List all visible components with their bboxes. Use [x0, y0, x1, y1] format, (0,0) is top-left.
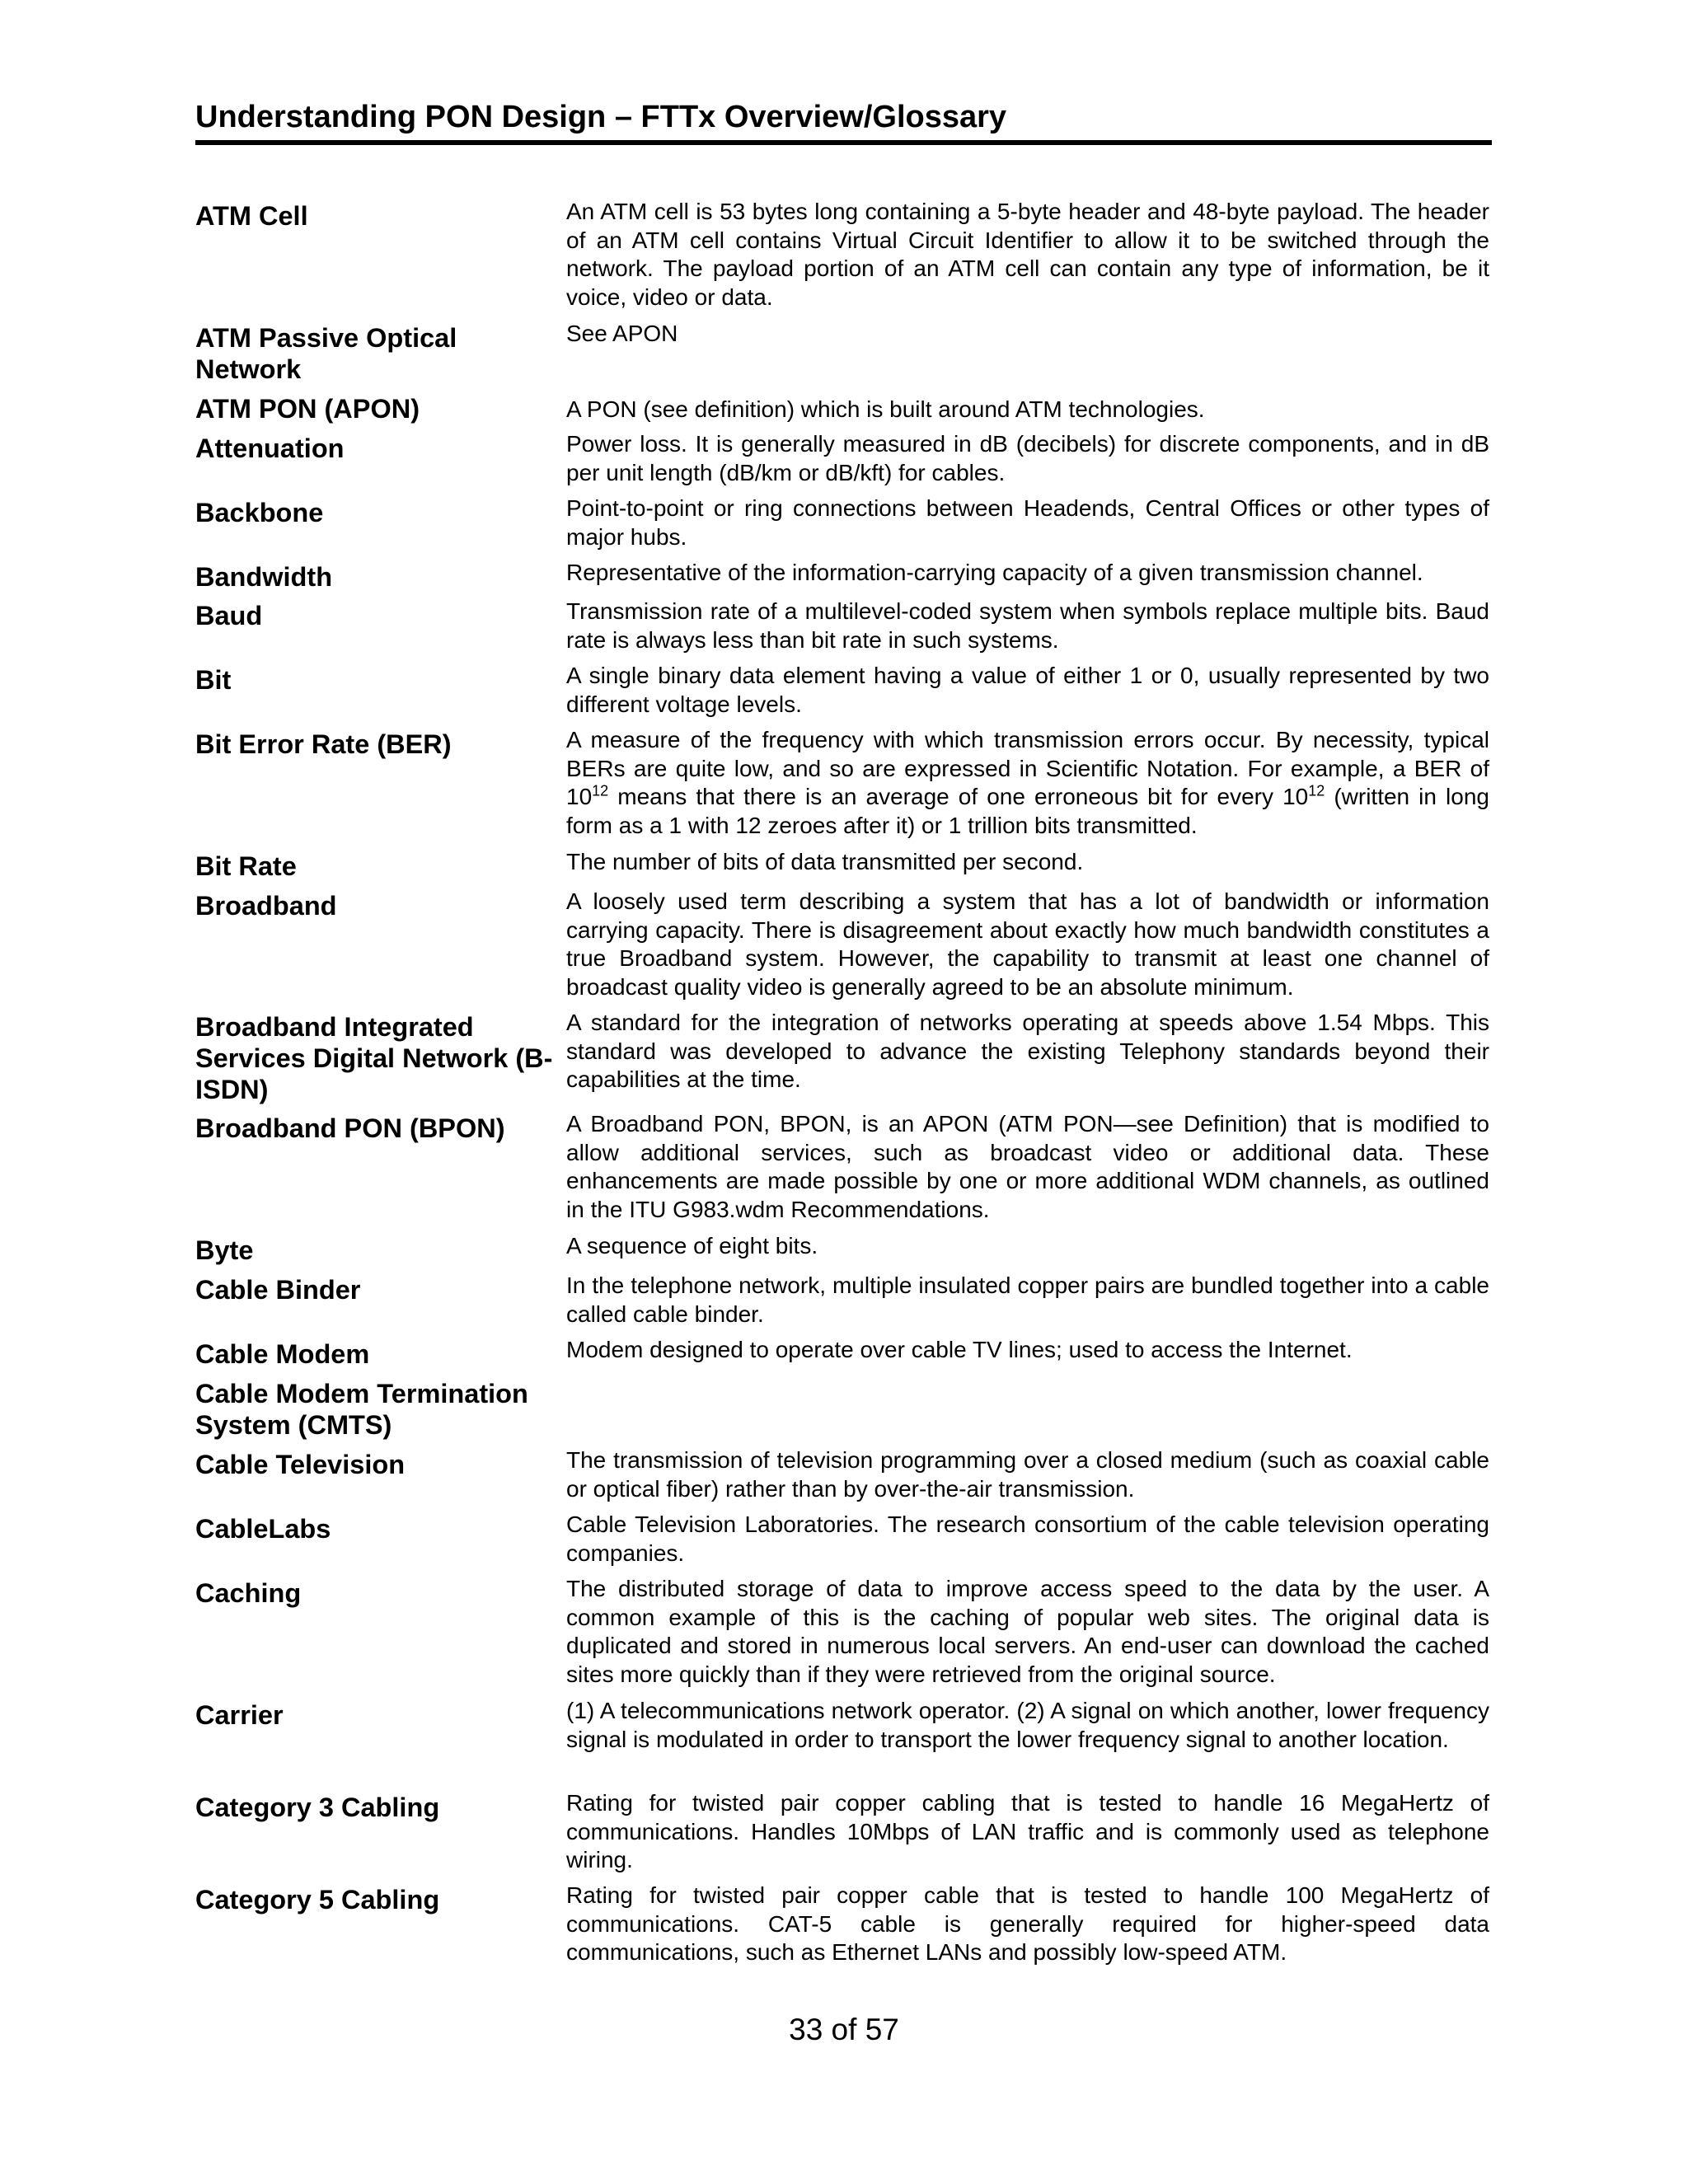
glossary-definition: (1) A telecommunications network operator. (2) A signal on which another, lower frequency signal is modulated in order to transport the lower frequency signal to another location.: [566, 1698, 1489, 1752]
glossary-definition: A single binary data element having a value of either 1 or 0, usually represented by two different voltage levels.: [566, 663, 1489, 717]
glossary-entry: [195, 726, 1489, 848]
glossary-definition: Modem designed to operate over cable TV lines; used to access the Internet.: [566, 1337, 1353, 1362]
glossary-definition: Point-to-point or ring connections between Headends, Central Offices or other types of major hubs.: [566, 495, 1489, 550]
glossary-term: Baud: [195, 601, 263, 630]
glossary-entry: [195, 1446, 1489, 1511]
glossary-term: Caching: [195, 1578, 302, 1608]
glossary-entry: [195, 888, 1489, 1009]
glossary-definition: A sequence of eight bits.: [566, 1233, 818, 1258]
exponent: 12: [592, 782, 609, 799]
glossary-term: CableLabs: [195, 1514, 331, 1544]
glossary-entry: [195, 848, 1489, 888]
glossary-entry: [195, 198, 1489, 320]
glossary-entry: [195, 1009, 1489, 1110]
glossary-term: Bit Rate: [195, 851, 297, 881]
glossary-entry: [195, 391, 1489, 430]
glossary-entry: [195, 1272, 1489, 1336]
glossary-definition: Representative of the information-carrying capacity of a given transmission channel.: [566, 560, 1423, 585]
glossary-term: Category 5 Cabling: [195, 1885, 440, 1915]
glossary-entry: [195, 1336, 1489, 1376]
glossary-term: Cable Television: [195, 1450, 406, 1479]
page-number: 33 of 57: [789, 2013, 899, 2046]
glossary-definition: A Broadband PON, BPON, is an APON (ATM PON—see Definition) that is modified to allow additional services, such as broadcast video or additional data. These enhancements are made possible by one or more additional WDM channels, as outlined in the ITU G983.wdm Recommendations.: [566, 1111, 1489, 1222]
glossary-term: ATM Passive Optical Network: [195, 323, 457, 384]
glossary-entry: [195, 1789, 1489, 1882]
glossary-definition: A loosely used term describing a system that has a lot of bandwidth or information carrying capacity. There is disagreement about exactly how much bandwidth constitutes a true Broadband system. However, the capability to transmit at least one channel of broadcast quality video is generally agreed to be an absolute minimum.: [566, 888, 1489, 1000]
glossary-definition: The transmission of television programming over a closed medium (such as coaxial cable or optical fiber) rather than by over-the-air transmission.: [566, 1447, 1489, 1502]
page-header: [195, 97, 1492, 145]
glossary-definition: In the telephone network, multiple insulated copper pairs are bundled together into a cable called cable binder.: [566, 1272, 1489, 1327]
glossary-term: Category 3 Cabling: [195, 1793, 440, 1822]
glossary-entry: [195, 1110, 1489, 1232]
glossary-term: Carrier: [195, 1700, 284, 1730]
glossary-definition: The number of bits of data transmitted per second.: [566, 849, 1084, 874]
glossary-term: Broadband: [195, 891, 337, 921]
glossary-term: Cable Binder: [195, 1275, 361, 1305]
glossary-term: Bandwidth: [195, 562, 333, 592]
glossary-entry: [195, 662, 1489, 726]
glossary-entry: [195, 598, 1489, 662]
glossary-definition: A PON (see definition) which is built around ATM technologies.: [566, 396, 1205, 422]
ber-text-part: A measure of the frequency with which transmission errors occur. By necessity, typical BERs are quite low, and so are expressed in Scientific Notation. For example, a BER of 10: [566, 727, 1489, 809]
glossary-term: ATM Cell: [195, 201, 308, 231]
ber-text-part: means that there is an average of one erroneous bit for every 10: [608, 784, 1309, 809]
glossary-term: ATM PON (APON): [195, 394, 420, 424]
glossary-definition: See APON: [566, 321, 678, 346]
glossary-term: Attenuation: [195, 434, 345, 463]
ber-text-part: (written in long form as a 1 with 12 zeroes after it) or 1 trillion bits transmitted.: [566, 784, 1489, 838]
glossary-entry: [195, 320, 1489, 391]
glossary-definition: [566, 726, 1489, 840]
glossary-term: Broadband PON (BPON): [195, 1113, 505, 1143]
glossary-term: Backbone: [195, 498, 324, 527]
exponent: 12: [1308, 782, 1325, 799]
glossary-term: Cable Modem Termination System (CMTS): [195, 1379, 528, 1440]
glossary-term: Broadband Integrated Services Digital Network (B-ISDN): [195, 1012, 553, 1104]
glossary-definition: Rating for twisted pair copper cable that is tested to handle 100 MegaHertz of communications. CAT-5 cable is generally required for higher-speed data communications, such as Ethernet LANs and possibly low-speed ATM.: [566, 1882, 1489, 1965]
glossary-entry: [195, 1232, 1489, 1272]
glossary-entry: [195, 1511, 1489, 1575]
glossary-definition: A standard for the integration of networks operating at speeds above 1.54 Mbps. This standard was developed to advance the existing Telephony standards beyond their capabilities at the time.: [566, 1010, 1489, 1092]
glossary-definition: Transmission rate of a multilevel-coded system when symbols replace multiple bits. Baud rate is always less than bit rate in such systems.: [566, 598, 1489, 653]
glossary-entry: [195, 1882, 1489, 1974]
glossary-entry: [195, 1697, 1489, 1789]
glossary-definition: The distributed storage of data to improve access speed to the data by the user. A common example of this is the caching of popular web sites. The original data is duplicated and stored in numerous local servers. An end-user can download the cached sites more quickly than if they were retrieved from the original source.: [566, 1576, 1489, 1687]
glossary-list: [195, 198, 1489, 1974]
glossary-definition: Rating for twisted pair copper cabling that is tested to handle 16 MegaHertz of communications. Handles 10Mbps of LAN traffic and is commonly used as telephone wiring.: [566, 1790, 1489, 1872]
glossary-term: Bit Error Rate (BER): [195, 729, 452, 759]
glossary-entry: [195, 1575, 1489, 1697]
glossary-definition: Power loss. It is generally measured in dB (decibels) for discrete components, and in dB per unit length (dB/km or dB/kft) for cables.: [566, 431, 1489, 485]
glossary-term: Cable Modem: [195, 1339, 370, 1369]
glossary-entry: [195, 430, 1489, 494]
glossary-entry: [195, 559, 1489, 598]
glossary-entry: [195, 1376, 1489, 1446]
glossary-term: Bit: [195, 665, 232, 695]
glossary-definition: Cable Television Laboratories. The research consortium of the cable television operating companies.: [566, 1511, 1489, 1566]
page-title: Understanding PON Design – FTTx Overview/Glossary: [195, 100, 1007, 134]
glossary-definition: An ATM cell is 53 bytes long containing a 5-byte header and 48-byte payload. The header of an ATM cell contains Virtual Circuit Identifier to allow it to be switched through the network. The payload portion of an ATM cell can contain any type of information, be it voice, video or data.: [566, 199, 1489, 310]
glossary-entry: [195, 494, 1489, 559]
glossary-term: Byte: [195, 1235, 254, 1265]
